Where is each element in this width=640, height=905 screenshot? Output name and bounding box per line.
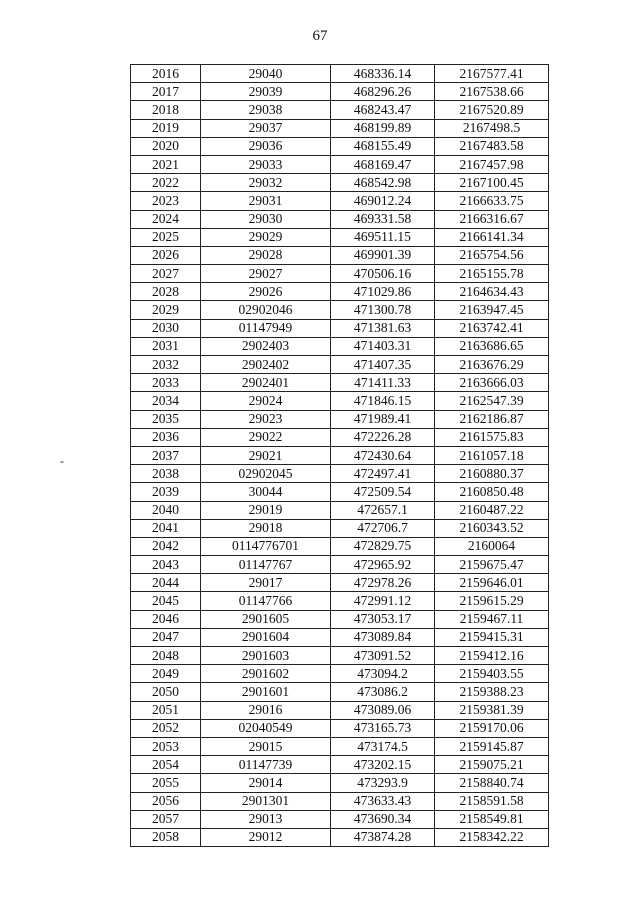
table-row: [131, 301, 549, 319]
table-row: [131, 319, 549, 337]
y-coordinate-cell: 2158840.74: [435, 774, 549, 792]
table-body: [131, 65, 549, 847]
point-id-cell: 2901605: [201, 610, 331, 628]
y-coordinate-cell: 2159381.39: [435, 701, 549, 719]
x-coordinate-cell: 469012.24: [331, 192, 435, 210]
point-id-cell: 29012: [201, 828, 331, 846]
y-coordinate-cell: 2167498.5: [435, 119, 549, 137]
row-number-cell: 2031: [131, 337, 201, 355]
row-number-cell: 2035: [131, 410, 201, 428]
x-coordinate-cell: 472978.26: [331, 574, 435, 592]
row-number-cell: 2044: [131, 574, 201, 592]
table-row: [131, 374, 549, 392]
point-id-cell: 29030: [201, 210, 331, 228]
table-row: [131, 228, 549, 246]
y-coordinate-cell: 2159145.87: [435, 737, 549, 755]
table-row: [131, 828, 549, 846]
point-id-cell: 29016: [201, 701, 331, 719]
y-coordinate-cell: 2159412.16: [435, 647, 549, 665]
x-coordinate-cell: 473089.06: [331, 701, 435, 719]
table-row: [131, 483, 549, 501]
point-id-cell: 01147739: [201, 756, 331, 774]
y-coordinate-cell: 2166633.75: [435, 192, 549, 210]
row-number-cell: 2037: [131, 446, 201, 464]
coordinates-table: [130, 64, 549, 847]
point-id-cell: 29039: [201, 83, 331, 101]
y-coordinate-cell: 2159467.11: [435, 610, 549, 628]
y-coordinate-cell: 2159646.01: [435, 574, 549, 592]
y-coordinate-cell: 2163686.65: [435, 337, 549, 355]
y-coordinate-cell: 2159170.06: [435, 719, 549, 737]
table-row: [131, 465, 549, 483]
point-id-cell: 29032: [201, 174, 331, 192]
y-coordinate-cell: 2162547.39: [435, 392, 549, 410]
row-number-cell: 2055: [131, 774, 201, 792]
table-row: [131, 210, 549, 228]
x-coordinate-cell: 471989.41: [331, 410, 435, 428]
y-coordinate-cell: 2163742.41: [435, 319, 549, 337]
x-coordinate-cell: 468155.49: [331, 137, 435, 155]
table-row: [131, 410, 549, 428]
row-number-cell: 2022: [131, 174, 201, 192]
row-number-cell: 2021: [131, 155, 201, 173]
row-number-cell: 2038: [131, 465, 201, 483]
point-id-cell: 2901603: [201, 647, 331, 665]
x-coordinate-cell: 470506.16: [331, 265, 435, 283]
y-coordinate-cell: 2167520.89: [435, 101, 549, 119]
row-number-cell: 2050: [131, 683, 201, 701]
y-coordinate-cell: 2167457.98: [435, 155, 549, 173]
row-number-cell: 2020: [131, 137, 201, 155]
row-number-cell: 2046: [131, 610, 201, 628]
point-id-cell: 29031: [201, 192, 331, 210]
point-id-cell: 0114776701: [201, 537, 331, 555]
row-number-cell: 2033: [131, 374, 201, 392]
point-id-cell: 2901601: [201, 683, 331, 701]
x-coordinate-cell: 472226.28: [331, 428, 435, 446]
row-number-cell: 2032: [131, 356, 201, 374]
table-row: [131, 83, 549, 101]
row-number-cell: 2049: [131, 665, 201, 683]
point-id-cell: 29022: [201, 428, 331, 446]
x-coordinate-cell: 473165.73: [331, 719, 435, 737]
x-coordinate-cell: 468169.47: [331, 155, 435, 173]
table-row: [131, 155, 549, 173]
x-coordinate-cell: 468336.14: [331, 65, 435, 83]
x-coordinate-cell: 472509.54: [331, 483, 435, 501]
point-id-cell: 01147766: [201, 592, 331, 610]
y-coordinate-cell: 2167483.58: [435, 137, 549, 155]
x-coordinate-cell: 468199.89: [331, 119, 435, 137]
point-id-cell: 30044: [201, 483, 331, 501]
row-number-cell: 2018: [131, 101, 201, 119]
y-coordinate-cell: 2160343.52: [435, 519, 549, 537]
row-number-cell: 2042: [131, 537, 201, 555]
x-coordinate-cell: 471407.35: [331, 356, 435, 374]
point-id-cell: 29033: [201, 155, 331, 173]
x-coordinate-cell: 473094.2: [331, 665, 435, 683]
x-coordinate-cell: 472497.41: [331, 465, 435, 483]
row-number-cell: 2054: [131, 756, 201, 774]
table-row: [131, 574, 549, 592]
y-coordinate-cell: 2159403.55: [435, 665, 549, 683]
point-id-cell: 2902402: [201, 356, 331, 374]
x-coordinate-cell: 471029.86: [331, 283, 435, 301]
x-coordinate-cell: 473633.43: [331, 792, 435, 810]
table-row: [131, 137, 549, 155]
table-row: [131, 592, 549, 610]
x-coordinate-cell: 472706.7: [331, 519, 435, 537]
point-id-cell: 02040549: [201, 719, 331, 737]
y-coordinate-cell: 2167577.41: [435, 65, 549, 83]
row-number-cell: 2034: [131, 392, 201, 410]
y-coordinate-cell: 2165155.78: [435, 265, 549, 283]
y-coordinate-cell: 2166141.34: [435, 228, 549, 246]
y-coordinate-cell: 2167538.66: [435, 83, 549, 101]
point-id-cell: 29018: [201, 519, 331, 537]
row-number-cell: 2045: [131, 592, 201, 610]
table-row: [131, 701, 549, 719]
y-coordinate-cell: 2164634.43: [435, 283, 549, 301]
y-coordinate-cell: 2165754.56: [435, 246, 549, 264]
y-coordinate-cell: 2158342.22: [435, 828, 549, 846]
row-number-cell: 2023: [131, 192, 201, 210]
y-coordinate-cell: 2158549.81: [435, 810, 549, 828]
row-number-cell: 2039: [131, 483, 201, 501]
row-number-cell: 2043: [131, 556, 201, 574]
x-coordinate-cell: 472829.75: [331, 537, 435, 555]
point-id-cell: 2902403: [201, 337, 331, 355]
y-coordinate-cell: 2159675.47: [435, 556, 549, 574]
y-coordinate-cell: 2163947.45: [435, 301, 549, 319]
x-coordinate-cell: 473089.84: [331, 628, 435, 646]
table-row: [131, 665, 549, 683]
x-coordinate-cell: 473690.34: [331, 810, 435, 828]
table-row: [131, 174, 549, 192]
point-id-cell: 2901602: [201, 665, 331, 683]
table-row: [131, 446, 549, 464]
table-row: [131, 283, 549, 301]
point-id-cell: 29017: [201, 574, 331, 592]
x-coordinate-cell: 473091.52: [331, 647, 435, 665]
point-id-cell: 2901301: [201, 792, 331, 810]
x-coordinate-cell: 469901.39: [331, 246, 435, 264]
table-row: [131, 756, 549, 774]
x-coordinate-cell: 471403.31: [331, 337, 435, 355]
row-number-cell: 2058: [131, 828, 201, 846]
x-coordinate-cell: 471411.33: [331, 374, 435, 392]
table-row: [131, 810, 549, 828]
table-row: [131, 428, 549, 446]
table-row: [131, 65, 549, 83]
page-number: 67: [312, 28, 328, 44]
row-number-cell: 2041: [131, 519, 201, 537]
point-id-cell: 29013: [201, 810, 331, 828]
y-coordinate-cell: 2160064: [435, 537, 549, 555]
y-coordinate-cell: 2160487.22: [435, 501, 549, 519]
x-coordinate-cell: 473874.28: [331, 828, 435, 846]
y-coordinate-cell: 2160850.48: [435, 483, 549, 501]
x-coordinate-cell: 469331.58: [331, 210, 435, 228]
row-number-cell: 2047: [131, 628, 201, 646]
row-number-cell: 2051: [131, 701, 201, 719]
table-row: [131, 647, 549, 665]
y-coordinate-cell: 2159615.29: [435, 592, 549, 610]
x-coordinate-cell: 471846.15: [331, 392, 435, 410]
table-row: [131, 537, 549, 555]
y-coordinate-cell: 2160880.37: [435, 465, 549, 483]
x-coordinate-cell: 473174.5: [331, 737, 435, 755]
row-number-cell: 2056: [131, 792, 201, 810]
point-id-cell: 29040: [201, 65, 331, 83]
point-id-cell: 29037: [201, 119, 331, 137]
table-row: [131, 610, 549, 628]
point-id-cell: 2901604: [201, 628, 331, 646]
row-number-cell: 2025: [131, 228, 201, 246]
table-row: [131, 265, 549, 283]
point-id-cell: 29024: [201, 392, 331, 410]
x-coordinate-cell: 473086.2: [331, 683, 435, 701]
table-row: [131, 192, 549, 210]
row-number-cell: 2016: [131, 65, 201, 83]
table-row: [131, 774, 549, 792]
table-row: [131, 501, 549, 519]
table-row: [131, 628, 549, 646]
row-number-cell: 2053: [131, 737, 201, 755]
point-id-cell: 29029: [201, 228, 331, 246]
y-coordinate-cell: 2158591.58: [435, 792, 549, 810]
table-row: [131, 392, 549, 410]
table-row: [131, 719, 549, 737]
table-row: [131, 356, 549, 374]
table-row: [131, 246, 549, 264]
row-number-cell: 2048: [131, 647, 201, 665]
point-id-cell: 01147767: [201, 556, 331, 574]
row-number-cell: 2024: [131, 210, 201, 228]
table-row: [131, 737, 549, 755]
x-coordinate-cell: 472991.12: [331, 592, 435, 610]
point-id-cell: 29026: [201, 283, 331, 301]
row-number-cell: 2036: [131, 428, 201, 446]
point-id-cell: 29027: [201, 265, 331, 283]
table-row: [131, 556, 549, 574]
y-coordinate-cell: 2163676.29: [435, 356, 549, 374]
x-coordinate-cell: 471300.78: [331, 301, 435, 319]
table-row: [131, 792, 549, 810]
row-number-cell: 2017: [131, 83, 201, 101]
table-row: [131, 119, 549, 137]
x-coordinate-cell: 473293.9: [331, 774, 435, 792]
table-row: [131, 101, 549, 119]
row-number-cell: 2052: [131, 719, 201, 737]
x-coordinate-cell: 469511.15: [331, 228, 435, 246]
y-coordinate-cell: 2159388.23: [435, 683, 549, 701]
row-number-cell: 2027: [131, 265, 201, 283]
point-id-cell: 29038: [201, 101, 331, 119]
point-id-cell: 01147949: [201, 319, 331, 337]
row-number-cell: 2019: [131, 119, 201, 137]
x-coordinate-cell: 468243.47: [331, 101, 435, 119]
point-id-cell: 29021: [201, 446, 331, 464]
table-row: [131, 337, 549, 355]
point-id-cell: 29028: [201, 246, 331, 264]
table-row: [131, 519, 549, 537]
row-number-cell: 2029: [131, 301, 201, 319]
row-number-cell: 2028: [131, 283, 201, 301]
point-id-cell: 02902046: [201, 301, 331, 319]
row-number-cell: 2057: [131, 810, 201, 828]
row-number-cell: 2030: [131, 319, 201, 337]
x-coordinate-cell: 468296.26: [331, 83, 435, 101]
row-number-cell: 2040: [131, 501, 201, 519]
y-coordinate-cell: 2159075.21: [435, 756, 549, 774]
y-coordinate-cell: 2167100.45: [435, 174, 549, 192]
x-coordinate-cell: 473053.17: [331, 610, 435, 628]
x-coordinate-cell: 472430.64: [331, 446, 435, 464]
y-coordinate-cell: 2163666.03: [435, 374, 549, 392]
point-id-cell: 29023: [201, 410, 331, 428]
point-id-cell: 29015: [201, 737, 331, 755]
point-id-cell: 29036: [201, 137, 331, 155]
y-coordinate-cell: 2166316.67: [435, 210, 549, 228]
y-coordinate-cell: 2162186.87: [435, 410, 549, 428]
point-id-cell: 29019: [201, 501, 331, 519]
row-number-cell: 2026: [131, 246, 201, 264]
x-coordinate-cell: 473202.15: [331, 756, 435, 774]
point-id-cell: 29014: [201, 774, 331, 792]
x-coordinate-cell: 472965.92: [331, 556, 435, 574]
x-coordinate-cell: 471381.63: [331, 319, 435, 337]
stray-mark: -: [60, 454, 64, 468]
x-coordinate-cell: 472657.1: [331, 501, 435, 519]
table-row: [131, 683, 549, 701]
y-coordinate-cell: 2161057.18: [435, 446, 549, 464]
y-coordinate-cell: 2161575.83: [435, 428, 549, 446]
y-coordinate-cell: 2159415.31: [435, 628, 549, 646]
point-id-cell: 2902401: [201, 374, 331, 392]
point-id-cell: 02902045: [201, 465, 331, 483]
x-coordinate-cell: 468542.98: [331, 174, 435, 192]
